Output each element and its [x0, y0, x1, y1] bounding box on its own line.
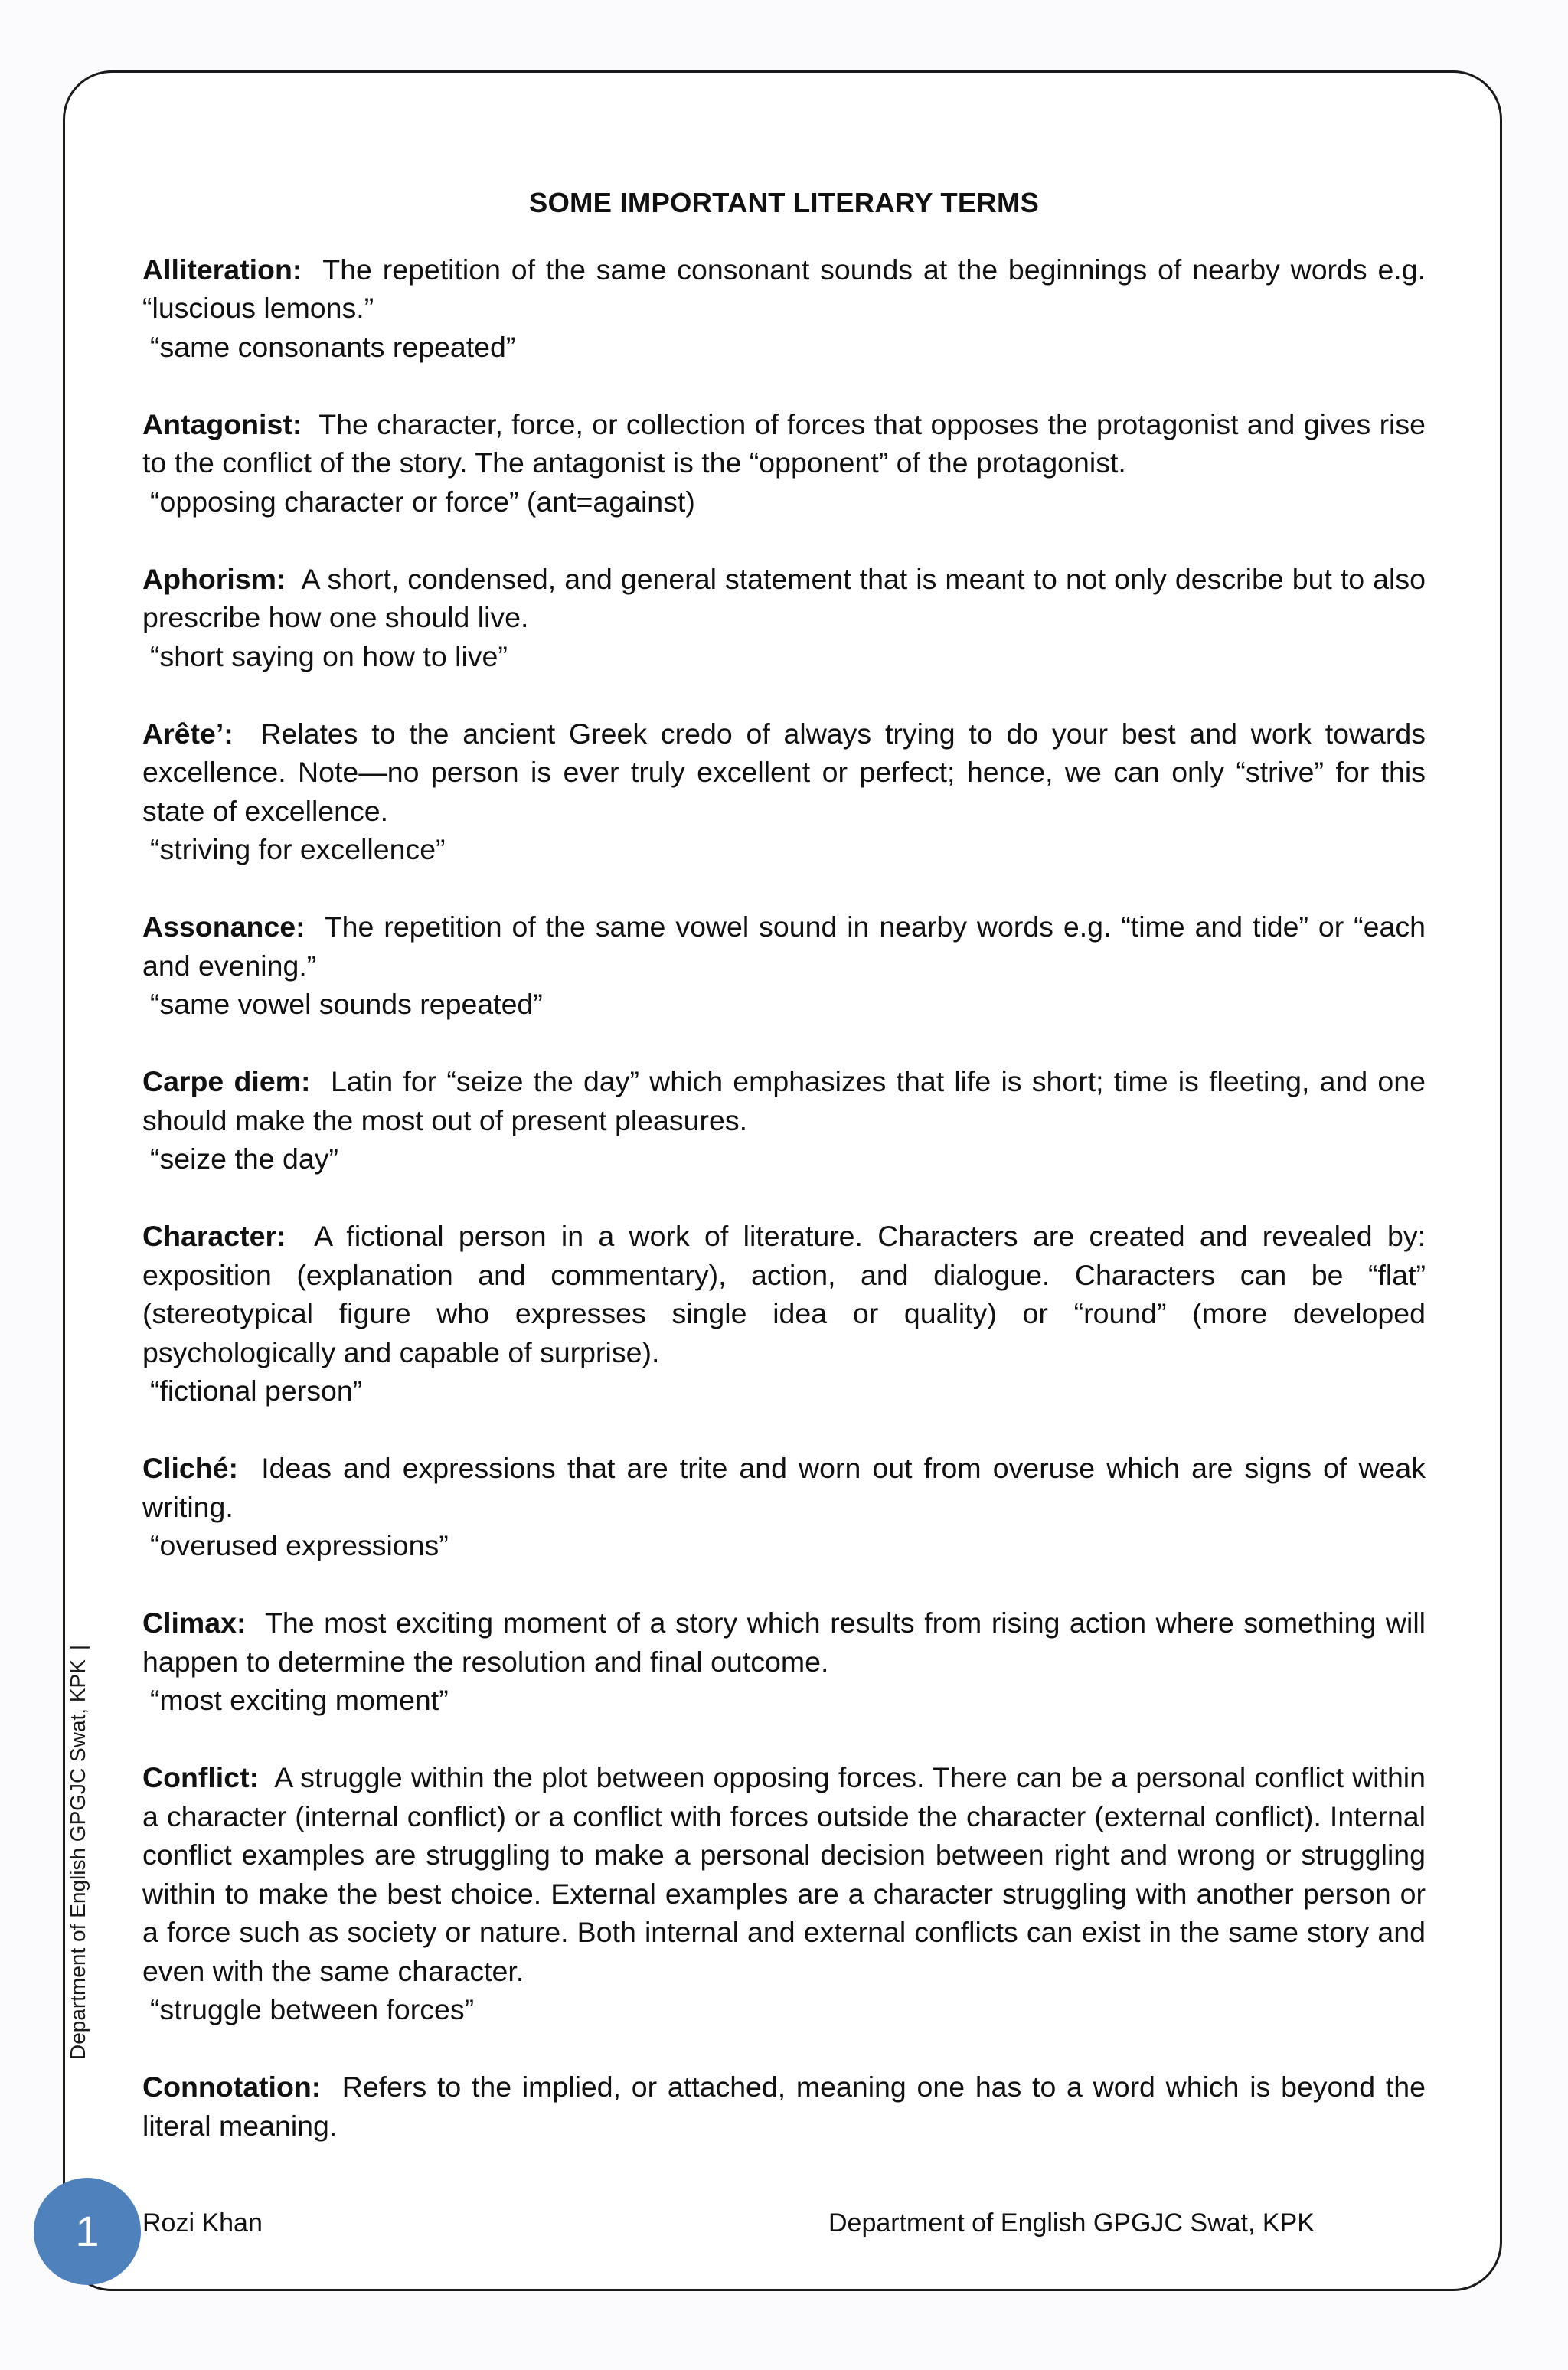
page-number-badge: 1	[34, 2178, 141, 2285]
entry-definition	[142, 2068, 1426, 2145]
entry-arete	[142, 714, 1426, 869]
entry-assonance	[142, 907, 1426, 1024]
entry-definition	[142, 1217, 1426, 1371]
entry-term: Arête’:	[142, 717, 234, 750]
entry-term: Antagonist:	[142, 407, 302, 440]
document-body	[142, 184, 1426, 2184]
footer-author: Rozi Khan	[142, 2208, 263, 2238]
entry-term: Conflict:	[142, 1761, 260, 1793]
entry-text: Refers to the implied, or attached, meaning one has to a word which is beyond the literal meaning.	[142, 2071, 1426, 2142]
entry-gloss: “overused expressions”	[150, 1529, 449, 1561]
entry-term: Cliché:	[142, 1452, 239, 1484]
entry-gloss: “same vowel sounds repeated”	[150, 988, 543, 1020]
entry-text: A fictional person in a work of literature. Characters are created and revealed by: exposition (explanation and commentary), action, and dialogue. Characters can be “flat” (stereotypical figure who expresses single idea or quality) or “round” (more developed psychologically and capable of surprise).	[142, 1220, 1426, 1368]
entry-gloss: “opposing character or force” (ant=against)	[150, 485, 695, 518]
footer-department: Department of English GPGJC Swat, KPK	[828, 2208, 1315, 2238]
document-title: SOME IMPORTANT LITERARY TERMS	[528, 187, 1040, 218]
entry-connotation	[142, 2068, 1426, 2145]
entry-definition	[142, 1758, 1426, 1990]
entry-alliteration	[142, 250, 1426, 367]
sidebar-text: Department of English GPGJC Swat, KPK	[66, 1659, 90, 2060]
entry-definition	[142, 1062, 1426, 1139]
entry-character	[142, 1217, 1426, 1411]
entry-term: Character:	[142, 1220, 286, 1252]
entry-text: A struggle within the plot between opposing forces. There can be a personal conflict within a character (internal conflict) or a conflict with forces outside the character (external conflict). Internal conflict examples are struggling to make a personal decision between right and wrong or struggling within to make the best choice. External examples are a character struggling with another person or a force such as society or nature. Both internal and external conflicts can exist in the same story and even with the same character.	[142, 1761, 1426, 1987]
entry-text: Ideas and expressions that are trite and worn out from overuse which are signs of weak writing.	[142, 1452, 1426, 1523]
entry-cliche	[142, 1449, 1426, 1565]
entry-definition	[142, 250, 1426, 328]
entry-definition	[142, 405, 1426, 482]
entry-aphorism	[142, 560, 1426, 676]
entry-definition	[142, 907, 1426, 985]
entry-conflict	[142, 1758, 1426, 2029]
entry-gloss: “short saying on how to live”	[150, 639, 508, 672]
entry-term: Carpe diem:	[142, 1065, 311, 1097]
entry-term: Climax:	[142, 1607, 247, 1639]
sidebar-separator: |	[66, 1644, 90, 1651]
entry-term: Assonance:	[142, 910, 305, 943]
entry-term: Alliteration:	[142, 253, 302, 286]
entry-gloss: “struggle between forces”	[150, 1993, 475, 2025]
vertical-sidebar-label	[66, 1645, 90, 2060]
entry-term: Connotation:	[142, 2071, 322, 2103]
entry-text: Latin for “seize the day” which emphasizes that life is short; time is fleeting, and one should make the most out of present pleasures.	[142, 1065, 1426, 1136]
entry-climax	[142, 1603, 1426, 1720]
entry-text: A short, condensed, and general statement that is meant to not only describe but to also prescribe how one should live.	[142, 562, 1426, 633]
entry-text: The repetition of the same consonant sounds at the beginnings of nearby words e.g. “luscious lemons.”	[142, 253, 1426, 324]
entry-carpe-diem	[142, 1062, 1426, 1178]
entry-gloss: “most exciting moment”	[150, 1684, 449, 1716]
entry-definition	[142, 560, 1426, 637]
entry-term: Aphorism:	[142, 562, 286, 595]
entry-gloss: “striving for excellence”	[150, 833, 446, 865]
entry-gloss: “same consonants repeated”	[150, 330, 516, 363]
entry-definition	[142, 1603, 1426, 1681]
entry-definition	[142, 1449, 1426, 1526]
entry-text: The character, force, or collection of forces that opposes the protagonist and gives rise to the conflict of the story. The antagonist is the “opponent” of the protagonist.	[142, 407, 1426, 479]
entry-gloss: “fictional person”	[150, 1375, 363, 1407]
entry-definition	[142, 714, 1426, 831]
entry-text: The repetition of the same vowel sound in nearby words e.g. “time and tide” or “each and evening.”	[142, 910, 1426, 982]
entry-text: Relates to the ancient Greek credo of always trying to do your best and work towards excellence. Note—no person is ever truly excellent or perfect; hence, we can only “strive” for this state of excellence.	[142, 717, 1426, 827]
entry-antagonist	[142, 405, 1426, 521]
entry-gloss: “seize the day”	[150, 1143, 338, 1175]
entry-text: The most exciting moment of a story which results from rising action where something will happen to determine the resolution and final outcome.	[142, 1607, 1426, 1678]
